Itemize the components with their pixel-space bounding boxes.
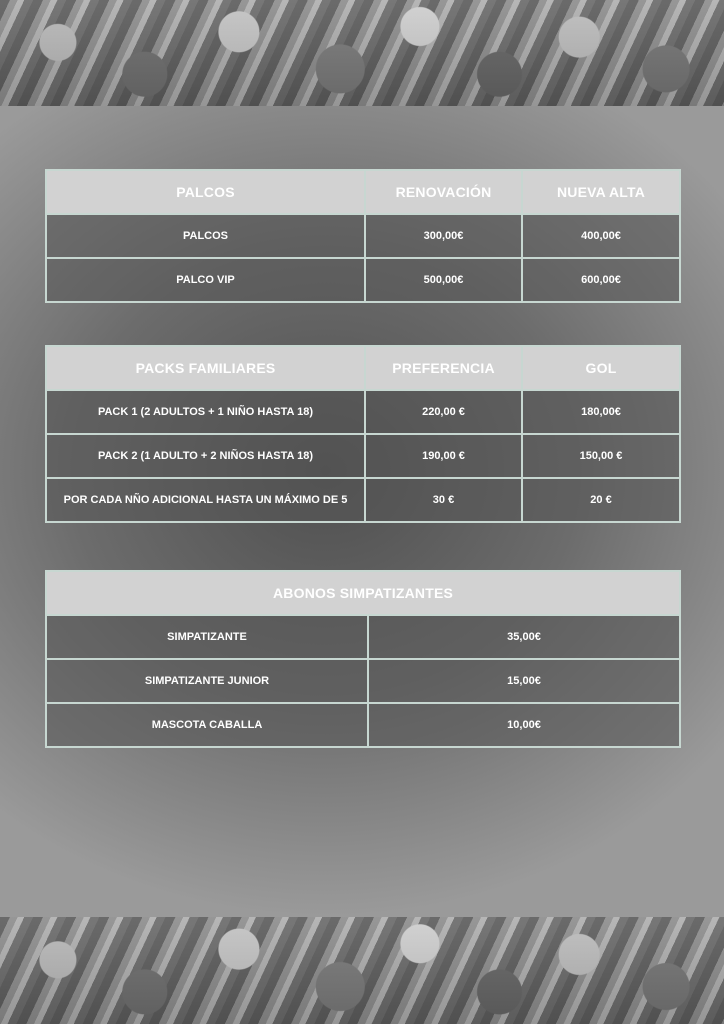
row-label: PALCO VIP xyxy=(46,258,365,302)
price-cell: 20 € xyxy=(522,478,680,522)
price-cell: 600,00€ xyxy=(522,258,680,302)
header-packs-familiares: PACKS FAMILIARES xyxy=(46,346,365,390)
header-nueva-alta: NUEVA ALTA xyxy=(522,170,680,214)
price-cell: 300,00€ xyxy=(365,214,522,258)
header-palcos: PALCOS xyxy=(46,170,365,214)
table-header-row xyxy=(46,346,680,390)
price-cell: 400,00€ xyxy=(522,214,680,258)
table-row xyxy=(46,659,680,703)
table-row xyxy=(46,390,680,434)
price-cell: 500,00€ xyxy=(365,258,522,302)
row-label: SIMPATIZANTE xyxy=(46,615,368,659)
header-abonos-simpatizantes: ABONOS SIMPATIZANTES xyxy=(46,571,680,615)
row-label: SIMPATIZANTE JUNIOR xyxy=(46,659,368,703)
table-row xyxy=(46,478,680,522)
price-cell: 190,00 € xyxy=(365,434,522,478)
table-row xyxy=(46,615,680,659)
packs-familiares-table xyxy=(45,345,681,523)
price-cell: 35,00€ xyxy=(368,615,680,659)
header-preferencia: PREFERENCIA xyxy=(365,346,522,390)
pricing-content xyxy=(0,106,724,917)
table-row xyxy=(46,434,680,478)
row-label: POR CADA NÑO ADICIONAL HASTA UN MÁXIMO DE 5 xyxy=(46,478,365,522)
table-header-row xyxy=(46,571,680,615)
header-gol: GOL xyxy=(522,346,680,390)
bottom-fans-banner-image xyxy=(0,917,724,1024)
row-label: MASCOTA CABALLA xyxy=(46,703,368,747)
abonos-simpatizantes-table xyxy=(45,570,681,748)
price-cell: 220,00 € xyxy=(365,390,522,434)
price-cell: 150,00 € xyxy=(522,434,680,478)
table-row xyxy=(46,703,680,747)
table-row xyxy=(46,214,680,258)
row-label: PACK 2 (1 ADULTO + 2 NIÑOS HASTA 18) xyxy=(46,434,365,478)
price-cell: 15,00€ xyxy=(368,659,680,703)
table-header-row xyxy=(46,170,680,214)
price-cell: 180,00€ xyxy=(522,390,680,434)
table-row xyxy=(46,258,680,302)
price-cell: 30 € xyxy=(365,478,522,522)
row-label: PACK 1 (2 ADULTOS + 1 NIÑO HASTA 18) xyxy=(46,390,365,434)
row-label: PALCOS xyxy=(46,214,365,258)
top-fans-banner-image xyxy=(0,0,724,106)
price-cell: 10,00€ xyxy=(368,703,680,747)
palcos-table xyxy=(45,169,681,303)
header-renovacion: RENOVACIÓN xyxy=(365,170,522,214)
